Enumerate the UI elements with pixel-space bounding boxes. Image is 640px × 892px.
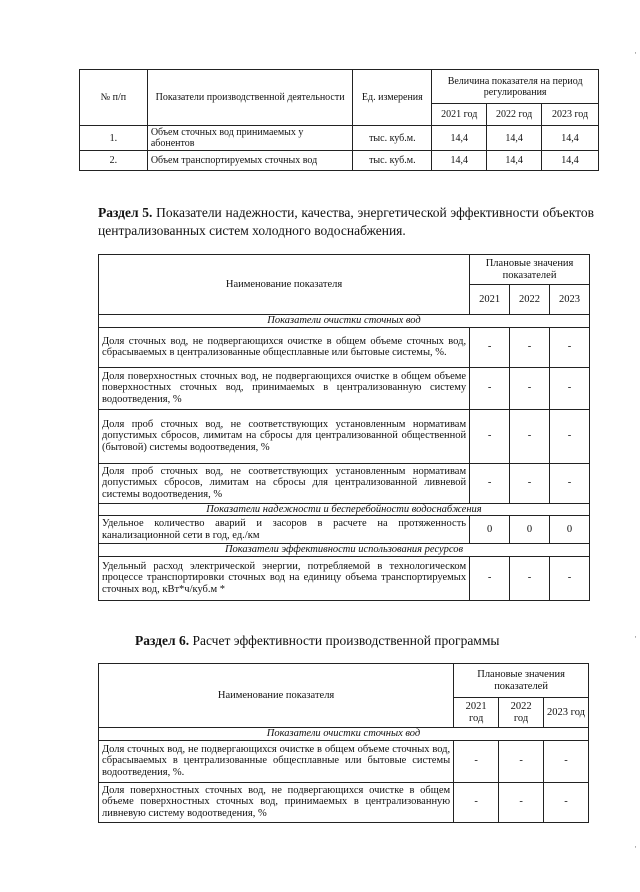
- header-name: Наименование показателя: [99, 664, 454, 728]
- table-row: [99, 367, 590, 409]
- table-row: [99, 327, 590, 367]
- header-name: Наименование показателя: [99, 255, 470, 315]
- row-name: Доля проб сточных вод, не соответствующих установленным нормативам допустимых сбросов, лимитам на сбросы для централизованной общественной (бытовой) системы водоотведения, %: [99, 409, 470, 463]
- scan-mark: ·: [634, 632, 637, 642]
- row-value: 14,4: [487, 126, 542, 151]
- row-value: 0: [510, 516, 550, 544]
- header-year: 2023: [550, 285, 590, 315]
- row-num: 2.: [80, 151, 148, 171]
- table-row: [99, 463, 590, 503]
- row-value: 14,4: [542, 126, 599, 151]
- header-year: 2022 год: [499, 698, 544, 728]
- section-5-heading: [98, 204, 594, 240]
- row-num: 1.: [80, 126, 148, 151]
- header-year: 2021 год: [432, 104, 487, 126]
- group-header: Показатели надежности и бесперебойности водоснабжения: [99, 503, 590, 516]
- header-plan: Плановые значения показателей: [470, 255, 590, 285]
- row-value: -: [499, 782, 544, 822]
- header-unit: Ед. измерения: [353, 70, 432, 126]
- table-row: [99, 516, 590, 544]
- row-value: -: [550, 327, 590, 367]
- table-row: [80, 151, 599, 171]
- row-value: -: [470, 556, 510, 600]
- row-value: -: [499, 740, 544, 782]
- row-value: -: [510, 367, 550, 409]
- row-value: -: [454, 782, 499, 822]
- group-header: Показатели очистки сточных вод: [99, 728, 589, 741]
- row-value: -: [470, 367, 510, 409]
- production-indicators-table: [79, 69, 599, 171]
- row-value: -: [454, 740, 499, 782]
- group-header: Показатели очистки сточных вод: [99, 315, 590, 328]
- header-num: № п/п: [80, 70, 148, 126]
- table-row: [99, 556, 590, 600]
- row-value: 14,4: [432, 151, 487, 171]
- row-name: Доля сточных вод, не подвергающихся очистке в общем объеме сточных вод, сбрасываемых в централизованные общесплавные или бытовые системы водоотведения, %.: [99, 740, 454, 782]
- row-name: Удельный расход электрической энергии, потребляемой в технологическом процессе транспортировки сточных вод на единицу объема транспортируемых сточных вод, кВт*ч/куб.м *: [99, 556, 470, 600]
- row-unit: тыс. куб.м.: [353, 126, 432, 151]
- row-value: -: [470, 327, 510, 367]
- row-value: 14,4: [542, 151, 599, 171]
- row-name: Доля поверхностных сточных вод, не подвергающихся очистке в общем объеме поверхностных сточных вод, принимаемых в централизованную ливневую систему водоотведения, %: [99, 782, 454, 822]
- row-value: 0: [550, 516, 590, 544]
- header-plan: Плановые значения показателей: [454, 664, 589, 698]
- header-indicator: Показатели производственной деятельности: [147, 70, 353, 126]
- header-year: 2022 год: [487, 104, 542, 126]
- efficiency-table: [98, 663, 589, 823]
- header-year: 2021: [470, 285, 510, 315]
- table-row: [80, 126, 599, 151]
- header-year: 2023 год: [544, 698, 589, 728]
- row-unit: тыс. куб.м.: [353, 151, 432, 171]
- row-value: 14,4: [487, 151, 542, 171]
- row-value: -: [544, 782, 589, 822]
- header-year: 2021 год: [454, 698, 499, 728]
- scan-mark: ·: [634, 842, 637, 852]
- row-name: Объем сточных вод принимаемых у абонентов: [147, 126, 353, 151]
- header-year: 2022: [510, 285, 550, 315]
- row-value: -: [470, 409, 510, 463]
- row-value: -: [510, 556, 550, 600]
- row-name: Доля проб сточных вод, не соответствующих установленным нормативам допустимых сбросов, лимитам на сбросы для централизованной ливневой системы водоотведения, %: [99, 463, 470, 503]
- row-value: -: [550, 409, 590, 463]
- group-header: Показатели эффективности использования ресурсов: [99, 544, 590, 557]
- table-row: [99, 782, 589, 822]
- section-5-title: Показатели надежности, качества, энергетической эффективности объектов централизованных систем холодного водоснабжения.: [98, 205, 594, 238]
- row-value: -: [510, 409, 550, 463]
- row-value: -: [510, 463, 550, 503]
- row-name: Объем транспортируемых сточных вод: [147, 151, 353, 171]
- section-6-heading: [135, 632, 595, 650]
- row-value: -: [550, 367, 590, 409]
- row-value: 0: [470, 516, 510, 544]
- table-row: [99, 740, 589, 782]
- reliability-indicators-table: [98, 254, 590, 601]
- header-value-group: Величина показателя на период регулирования: [432, 70, 599, 104]
- section-6-number: Раздел 6.: [135, 633, 190, 648]
- row-value: -: [550, 463, 590, 503]
- row-value: -: [470, 463, 510, 503]
- row-name: Доля поверхностных сточных вод, не подвергающихся очистке в общем объеме поверхностных сточных вод, принимаемых в централизованную систему водоотведения, %: [99, 367, 470, 409]
- row-name: Доля сточных вод, не подвергающихся очистке в общем объеме сточных вод, сбрасываемых в централизованные общесплавные или бытовые системы, %.: [99, 327, 470, 367]
- row-value: 14,4: [432, 126, 487, 151]
- header-year: 2023 год: [542, 104, 599, 126]
- row-value: -: [544, 740, 589, 782]
- row-name: Удельное количество аварий и засоров в расчете на протяженность канализационной сети в год, ед./км: [99, 516, 470, 544]
- section-6-title: Расчет эффективности производственной программы: [189, 633, 500, 648]
- table-row: [99, 409, 590, 463]
- row-value: -: [550, 556, 590, 600]
- row-value: -: [510, 327, 550, 367]
- section-5-number: Раздел 5.: [98, 205, 153, 220]
- scan-mark: ·: [634, 48, 637, 58]
